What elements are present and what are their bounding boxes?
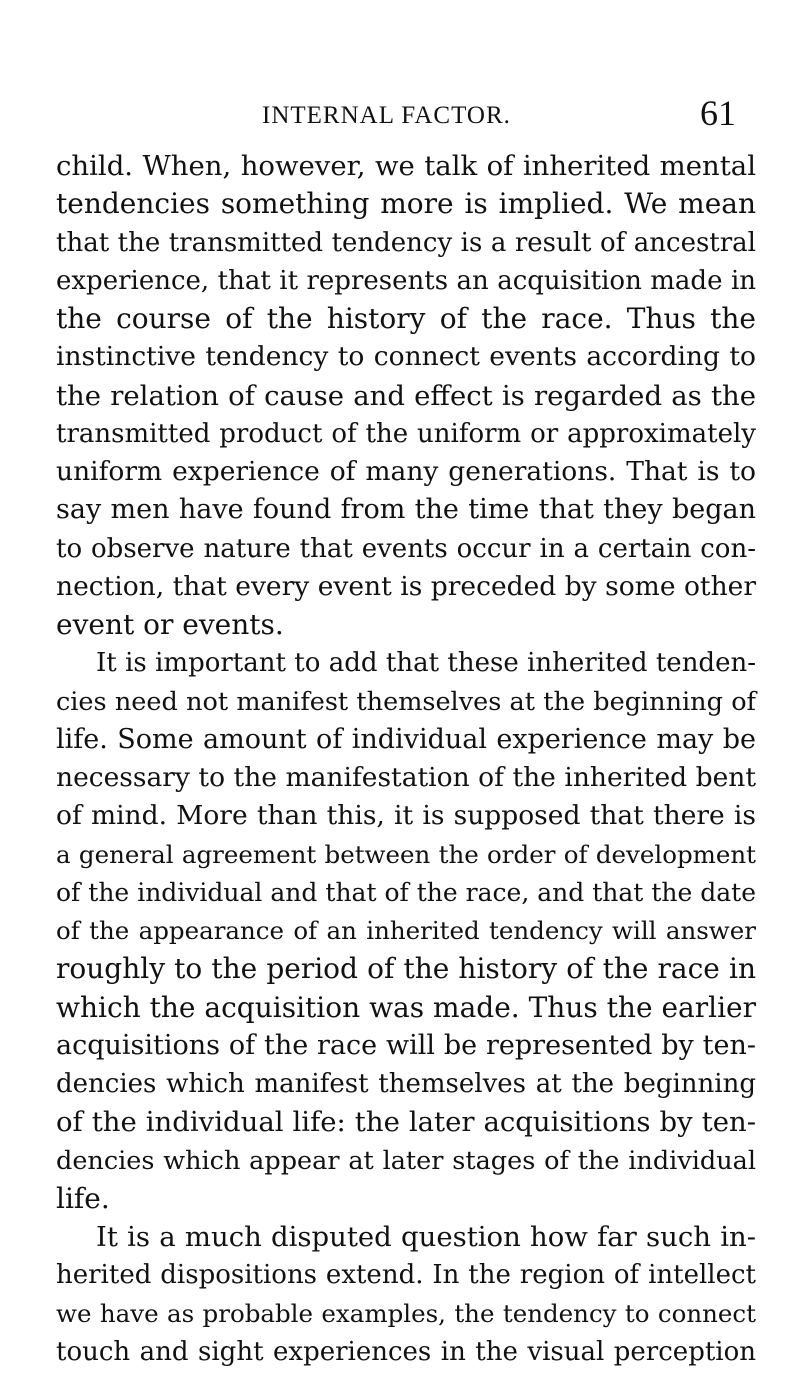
text-line: It is important to add that these inherited tenden- bbox=[96, 648, 756, 679]
text-line: nection, that every event is preceded by some other bbox=[56, 570, 756, 602]
text-line: of the appearance of an inherited tendency will answer bbox=[56, 916, 756, 945]
text-line: dencies which appear at later stages of the individual bbox=[56, 1145, 756, 1176]
text-line: say men have found from the time that they began bbox=[56, 494, 756, 526]
text-line: of the individual and that of the race, and that the date bbox=[56, 877, 756, 907]
paragraph-3 bbox=[56, 1218, 756, 1371]
text-line: a general agreement between the order of development bbox=[56, 839, 756, 869]
running-title: INTERNAL FACTOR. bbox=[262, 102, 511, 129]
text-line: herited dispositions extend. In the region of intellect bbox=[56, 1260, 756, 1291]
text-line: roughly to the period of the history of the race in bbox=[56, 952, 756, 986]
text-line: tendencies something more is implied. We mean bbox=[56, 187, 756, 221]
text-line: necessary to the manifestation of the inherited bent bbox=[56, 762, 756, 793]
text-line: cies need not manifest themselves at the beginning of bbox=[56, 686, 756, 717]
text-line: the course of the history of the race. Thus the bbox=[56, 302, 756, 335]
text-line: experience, that it represents an acquisition made in bbox=[56, 265, 756, 296]
text-line: we have as probable examples, the tendency to connect bbox=[56, 1298, 756, 1328]
text-line: uniform experience of many generations. That is to bbox=[56, 456, 756, 487]
text-line: that the transmitted tendency is a result of ancestral bbox=[56, 227, 756, 258]
paragraph-1 bbox=[56, 147, 756, 644]
text-line: life. Some amount of individual experience may be bbox=[56, 723, 756, 755]
text-line: of mind. More than this, it is supposed that there is bbox=[56, 800, 756, 832]
text-line: life. bbox=[56, 1181, 110, 1215]
text-line: event or events. bbox=[56, 608, 284, 641]
text-line: which the acquisition was made. Thus the earlier bbox=[56, 990, 756, 1024]
text-line: the relation of cause and effect is regarded as the bbox=[56, 379, 756, 412]
text-line: It is a much disputed question how far such in- bbox=[96, 1221, 756, 1253]
body-text bbox=[56, 147, 756, 1371]
paragraph-2 bbox=[56, 644, 756, 1218]
text-line: dencies which manifest themselves at the beginning bbox=[56, 1069, 756, 1099]
running-head bbox=[0, 93, 800, 140]
text-line: instinctive tendency to connect events according to bbox=[56, 341, 756, 373]
text-line: of the individual life: the later acquisitions by ten- bbox=[56, 1106, 756, 1139]
text-line: acquisitions of the race will be represented by ten- bbox=[56, 1029, 756, 1061]
text-line: to observe nature that events occur in a certain con- bbox=[56, 533, 756, 564]
page-number: 61 bbox=[700, 93, 736, 133]
text-line: child. When, however, we talk of inherited mental bbox=[56, 150, 756, 182]
text-line: transmitted product of the uniform or approximately bbox=[56, 418, 756, 449]
text-line: touch and sight experiences in the visual perception bbox=[56, 1336, 756, 1367]
